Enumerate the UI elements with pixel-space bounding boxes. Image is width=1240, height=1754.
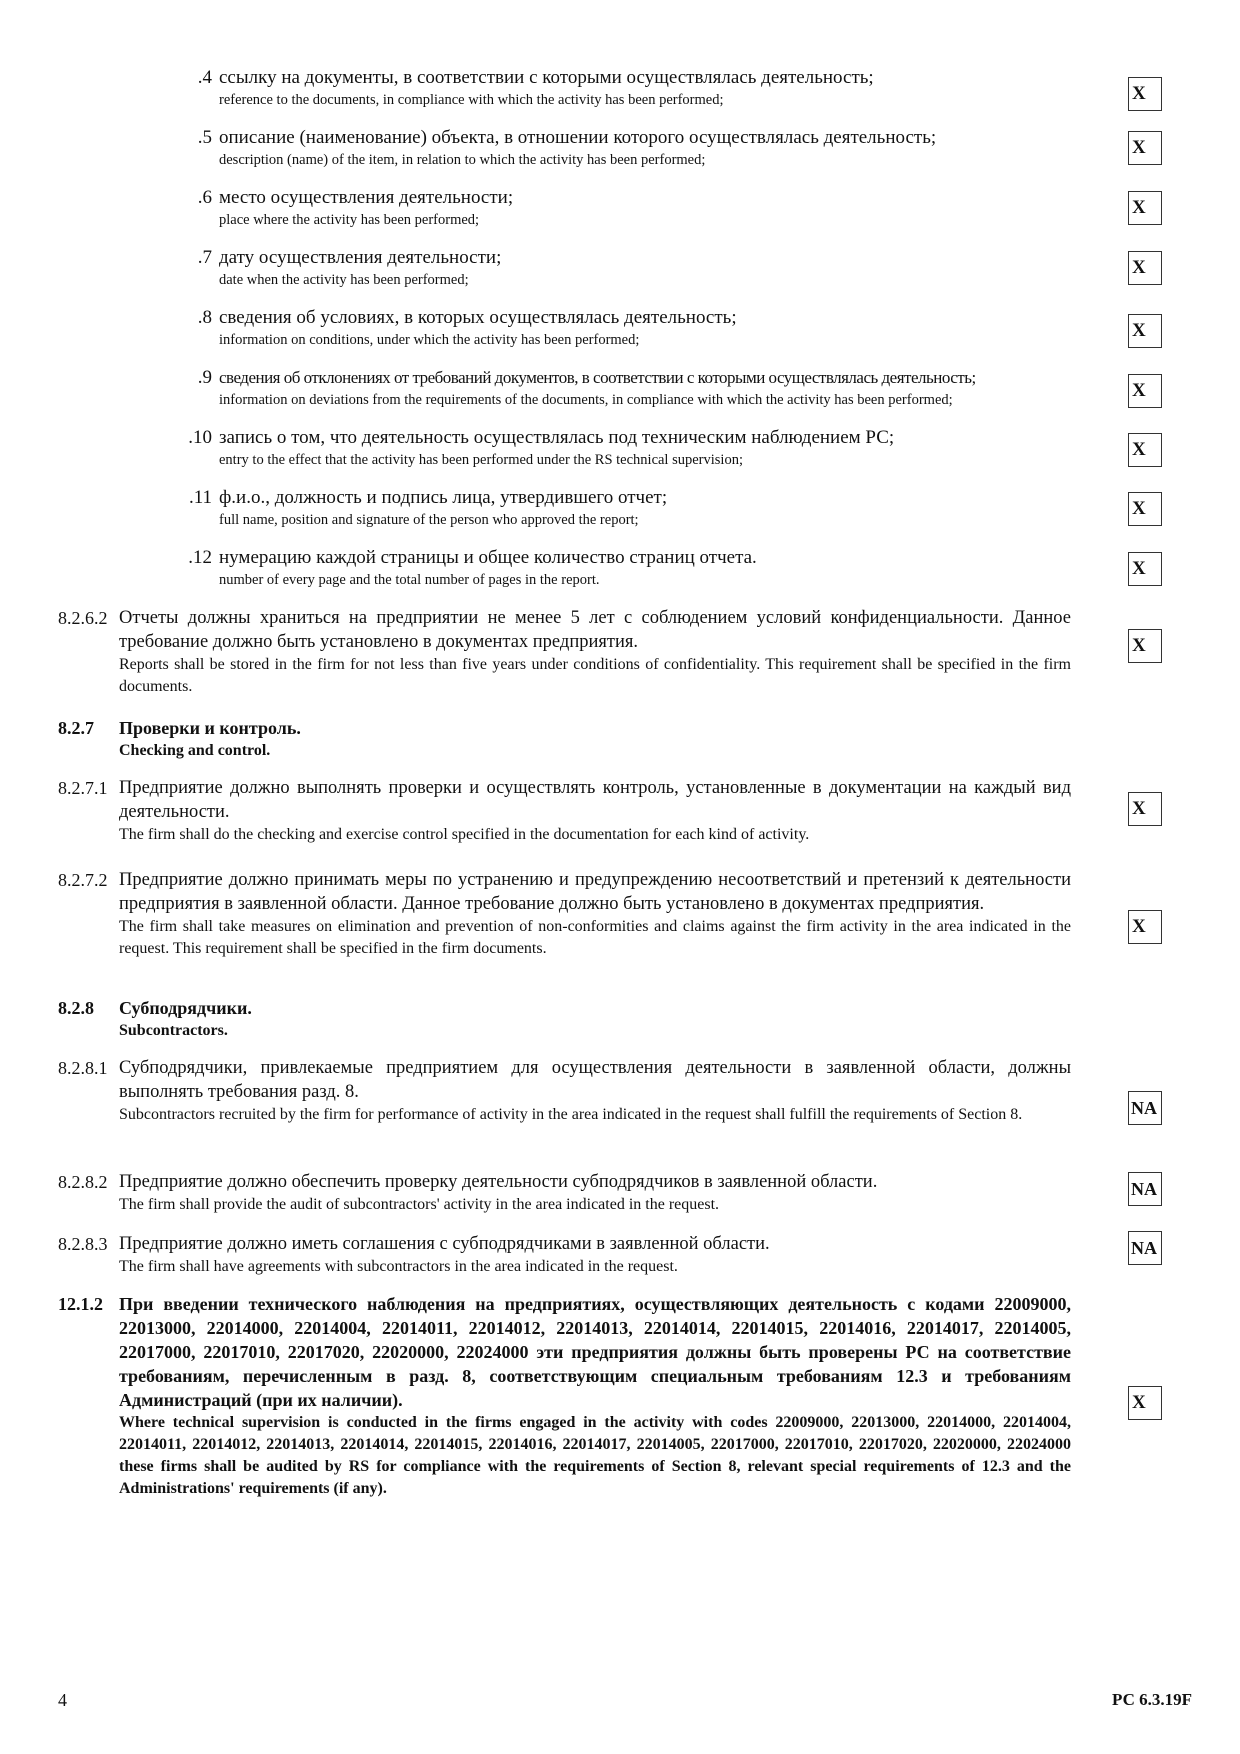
clause-text-en: The firm shall take measures on elimination and prevention of non-conformities and claims against the firm activity in the area indicated in the request. This requirement shall be specified in the firm documents. [119, 918, 1071, 957]
clause-body [119, 1232, 1071, 1278]
clause-text-ru: Предприятие должно иметь соглашения с субподрядчиками в заявленной области. [119, 1234, 770, 1254]
subitem-text-en: information on conditions, under which the activity has been performed; [219, 332, 640, 348]
clause-text-ru: Отчеты должны храниться на предприятии не менее 5 лет с соблюдением условий конфиденциальности. Данное требование должно быть установлено в документах предприятия. [119, 608, 1071, 652]
subitem-text-en: entry to the effect that the activity has been performed under the RS technical supervision; [219, 452, 743, 468]
subitem-text-ru: описание (наименование) объекта, в отношении которого осуществлялась деятельность; [219, 127, 937, 148]
section-title-ru: Субподрядчики. [119, 998, 252, 1018]
subitem-number: .10 [188, 427, 212, 448]
clause-body [119, 1292, 1071, 1500]
clause-number: 8.2.7.2 [58, 870, 108, 890]
subitem-text-ru: сведения об условиях, в которых осуществлялась деятельность; [219, 307, 737, 328]
compliance-mark-box[interactable]: X [1128, 492, 1162, 526]
clause-text-en: The firm shall provide the audit of subcontractors' activity in the area indicated in the request. [119, 1196, 720, 1213]
clause-text-ru [119, 1292, 1071, 1412]
section-title-ru: Проверки и контроль. [119, 718, 301, 738]
clause-body [119, 1056, 1071, 1126]
compliance-mark-box[interactable]: X [1128, 131, 1162, 165]
subitem-number: .9 [197, 367, 212, 388]
section-number: 8.2.8 [58, 998, 94, 1018]
clause-text-en: The firm shall do the checking and exercise control specified in the documentation for each kind of activity. [119, 826, 810, 843]
subitem-number: .6 [197, 187, 212, 208]
document-code: РС 6.3.19F [1111, 1690, 1192, 1709]
compliance-mark-box[interactable]: NA [1128, 1091, 1162, 1125]
section-title-en: Checking and control. [119, 742, 271, 759]
clause-number: 8.2.8.3 [58, 1234, 108, 1254]
subitem-text-ru: место осуществления деятельности; [219, 187, 514, 208]
clause-number: 8.2.8.1 [58, 1058, 108, 1078]
compliance-mark-box[interactable]: X [1128, 433, 1162, 467]
clause-text-en: Where technical supervision is conducted in the firms engaged in the activity with codes 22009000, 22013000, 22014000, 22014004, 22014011, 22014012, 22014013, 22014014, 22014015, 22014016, 22014017, 22014005, 22017000, 22017010, 22017020, 22020000, 22024000 these firms shall be audited by RS for compliance with the requirements of Section 8, relevant special requirements of 12.3 and the Administrations' requirements (if any). [119, 1414, 1071, 1497]
compliance-mark-box[interactable]: X [1128, 251, 1162, 285]
clause-text-ru: Предприятие должно обеспечить проверку деятельности субподрядчиков в заявленной области. [119, 1172, 878, 1192]
subitem-number: .7 [197, 247, 212, 268]
subitem-text-ru: запись о том, что деятельность осуществлялась под техническим наблюдением РС; [219, 427, 895, 448]
subitem-number: .12 [188, 547, 212, 568]
clause-body [119, 606, 1071, 698]
subitem-text-ru: дату осуществления деятельности; [219, 247, 502, 268]
subitem-text-en: number of every page and the total number of pages in the report. [219, 572, 600, 588]
clause-text-en: The firm shall have agreements with subcontractors in the area indicated in the request. [119, 1258, 678, 1275]
subitem-number: .8 [197, 307, 212, 328]
page-number: 4 [58, 1690, 67, 1710]
section-title-block [119, 716, 1071, 762]
compliance-mark-box[interactable]: X [1128, 552, 1162, 586]
subitem-number: .5 [197, 127, 212, 148]
subitem-text-ru: нумерацию каждой страницы и общее количество страниц отчета. [219, 547, 757, 568]
clause-number: 12.1.2 [58, 1294, 103, 1314]
subitem-text-ru: сведения об отклонениях от требований документов, в соответствии с которыми осуществлялась деятельность; [219, 368, 976, 387]
clause-number: 8.2.6.2 [58, 608, 108, 628]
clause-body [119, 868, 1071, 960]
clause-text-ru: Предприятие должно принимать меры по устранению и предупреждению несоответствий и претензий к деятельности предприятия в заявленной области. Данное требование должно быть установлено в документах предприятия. [119, 870, 1071, 914]
subitem-number: .11 [188, 487, 212, 508]
compliance-mark-box[interactable]: NA [1128, 1172, 1162, 1206]
subitem-text-ru: ссылку на документы, в соответствии с которыми осуществлялась деятельность; [219, 67, 874, 88]
compliance-mark-box[interactable]: X [1128, 77, 1162, 111]
subitem-text-en: full name, position and signature of the person who approved the report; [219, 512, 639, 528]
compliance-mark-box[interactable]: X [1128, 792, 1162, 826]
compliance-mark-box[interactable]: X [1128, 629, 1162, 663]
section-number: 8.2.7 [58, 718, 94, 738]
clause-body [119, 776, 1071, 846]
clause-text-ru-codes: При введении технического наблюдения на предприятиях, осуществляющих деятельность с кодами 22009000, 22013000, 22014000, 22014004, 22014011, 22014012, 22014013, 22014014, 22014015, 22014016, 22014017, 22014005, 22017000, 22017010, 22017020, 22020000, 22024000 [119, 1294, 1071, 1362]
subitem-text-en: date when the activity has been performed; [219, 272, 469, 288]
clause-body [119, 1170, 1071, 1216]
compliance-mark-box[interactable]: X [1128, 314, 1162, 348]
compliance-mark-box[interactable]: X [1128, 191, 1162, 225]
clause-text-en: Reports shall be stored in the firm for not less than five years under conditions of confidentiality. This requirement shall be specified in the firm documents. [119, 656, 1071, 695]
section-title-block [119, 996, 1071, 1042]
subitem-text-en: information on deviations from the requirements of the documents, in compliance with which the activity has been performed; [219, 392, 953, 408]
clause-number: 8.2.7.1 [58, 778, 108, 798]
compliance-mark-box[interactable]: X [1128, 1386, 1162, 1420]
clause-number: 8.2.8.2 [58, 1172, 108, 1192]
clause-text-ru: Предприятие должно выполнять проверки и осуществлять контроль, установленные в документации на каждый вид деятельности. [119, 778, 1071, 822]
compliance-mark-box[interactable]: X [1128, 910, 1162, 944]
subitem-text-en: place where the activity has been performed; [219, 212, 480, 228]
subitem-text-en: description (name) of the item, in relation to which the activity has been performed; [219, 152, 706, 168]
subitem-number: .4 [197, 67, 212, 88]
compliance-mark-box[interactable]: NA [1128, 1231, 1162, 1265]
subitem-text-en: reference to the documents, in compliance with which the activity has been performed; [219, 92, 724, 108]
compliance-mark-box[interactable]: X [1128, 374, 1162, 408]
section-title-en: Subcontractors. [119, 1022, 228, 1039]
clause-text-ru-rest: эти предприятия должны быть проверены РС на соответствие требованиям, перечисленным в разд. 8, соответствующим специальным требованиям 12.3 и требованиям Администраций (при их наличии). [119, 1342, 1071, 1410]
subitem-text-ru: ф.и.о., должность и подпись лица, утвердившего отчет; [219, 487, 668, 508]
clause-text-ru: Субподрядчики, привлекаемые предприятием для осуществления деятельности в заявленной области, должны выполнять требования разд. 8. [119, 1058, 1071, 1102]
clause-text-en: Subcontractors recruited by the firm for performance of activity in the area indicated in the request shall fulfill the requirements of Section 8. [119, 1106, 1023, 1123]
